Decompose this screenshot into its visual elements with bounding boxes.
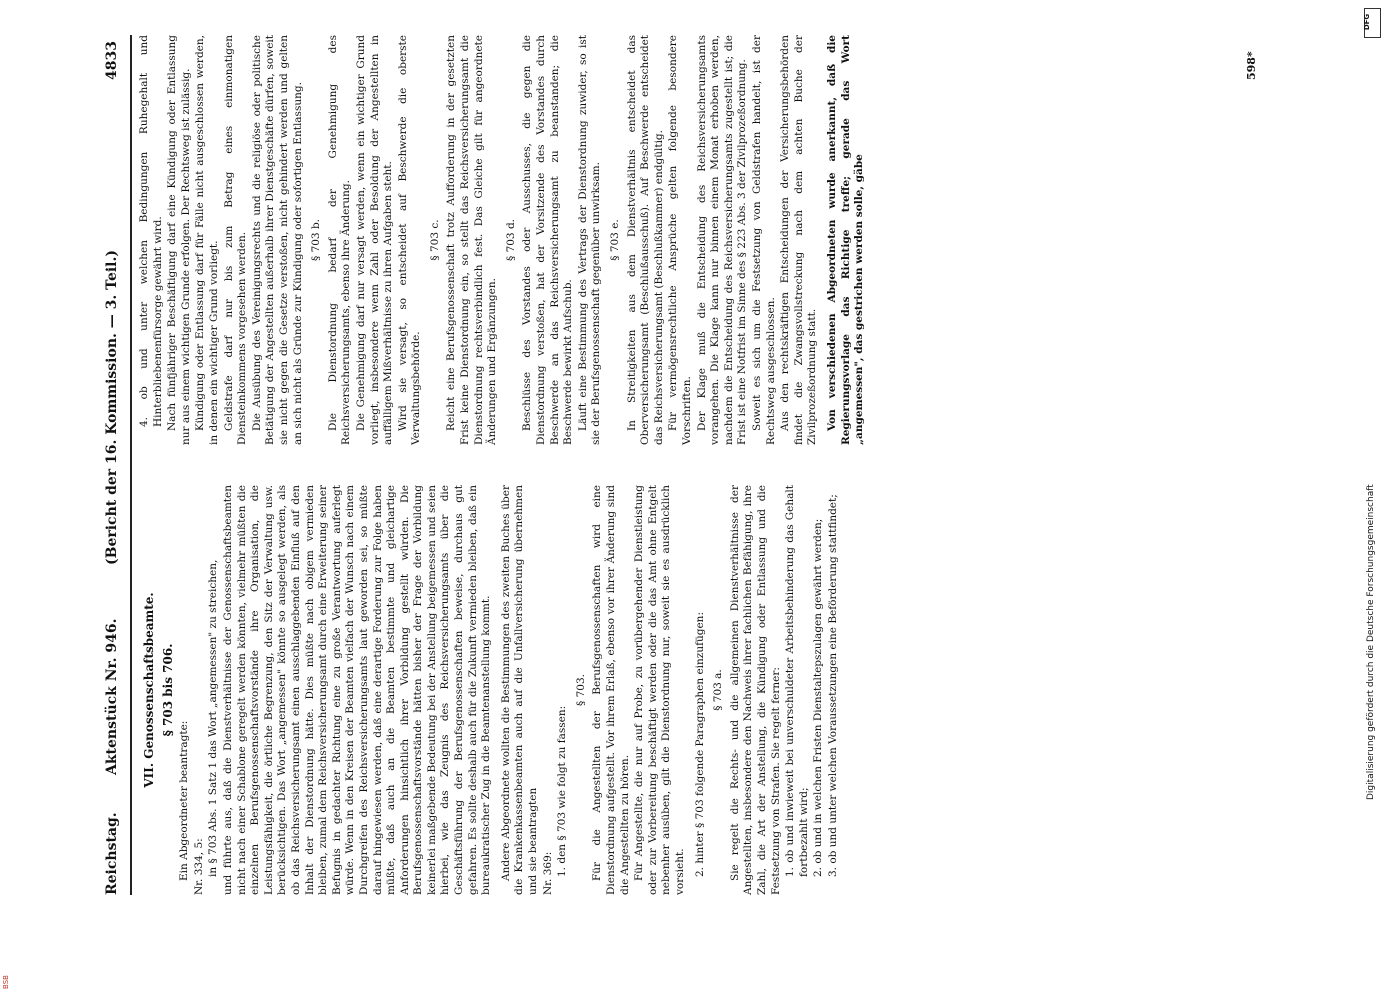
paragraph: Für vermögensrechtliche Ansprüche gelten folgende besondere Vorschriften. (667, 35, 693, 445)
list-item: 1. den § 703 wie folgt zu fassen: (556, 705, 569, 877)
list-item: 4. ob und unter welchen Bedingungen Ruhegehalt und Hinterbliebenenfürsorge gewährt wird. (138, 35, 164, 427)
paragraph: Läuft eine Bestimmung des Vertrags der Dienstordnung zuwider, so ist sie der Berufsgenossenschaft gegenüber unwirksam. (576, 35, 603, 445)
running-header (100, 35, 126, 895)
paragraph: Nach fünfjähriger Beschäftigung darf eine Kündigung oder Entlassung nur aus einem wichtigen Grunde erfolgen. Der Rechtsweg ist zulässig. (166, 35, 192, 445)
library-stamp (2, 968, 24, 998)
motion-text: in § 703 Abs. 1 Satz 1 das Wort „angemessen" zu streichen, (207, 559, 220, 877)
paragraph: Aus den rechtskräftigen Entscheidungen der Versicherungsbehörden findet die Zwangsvollstreckung nach dem achten Buche der Zivilprozeßordnung statt. (779, 35, 819, 445)
paragraph-sign: § 703 b. (310, 218, 323, 262)
dfg-logo-text: DFG (1363, 13, 1372, 31)
header-right: (Bericht der 16. Kommission. — 3. Teil.) (104, 250, 120, 565)
paragraph: Von verschiedenen Abgeordneten wurde anerkannt, daß die Regierungsvorlage das Richtige treffe; gerade das Wort „angemessen", das gestrichen werden solle, gäbe (825, 35, 866, 445)
list-item: 1. ob und inwieweit bei unverschuldeter Arbeitsbehinderung das Gehalt fortbezahlt wird; (784, 485, 810, 877)
section-heading: VII. Genossenschaftsbeamte. (142, 592, 156, 788)
header-left: Reichstag. (104, 812, 120, 895)
left-column (138, 485, 842, 895)
rotated-content (100, 35, 1290, 895)
paragraph: Geldstrafe darf nur bis zum Betrag eines einmonatigen Diensteinkommens vorgesehen werden. (222, 35, 249, 445)
paragraph: Soweit es sich um die Festsetzung von Geldstrafen handelt, ist der Rechtsweg ausgeschlossen. (750, 35, 777, 445)
paragraph: Die Ausübung des Vereinigungsrechts und die religiöse oder politische Betätigung der Angestellten außerhalb ihrer Dienstgeschäfte dürfen, soweit sie nicht gegen die Gesetze verstoßen, nicht gehindert werden und gelten an sich nicht als Gründe zur Kündigung oder sofortigen Entlassung. (250, 35, 304, 445)
signature-mark: 598* (1245, 51, 1258, 80)
paragraph-sign: § 703 d. (504, 218, 517, 262)
paragraph: Reicht eine Berufsgenossenschaft trotz Aufforderung in der gesetzten Frist keine Dienstordnung ein, so stellt das Reichsversicherungsamt die Dienstordnung rechtsverbindlich fest. Das Gleiche gilt für angeordnete Änderungen und Ergänzungen. (445, 35, 499, 445)
paragraph: Für die Angestellten der Berufsgenossenschaften wird eine Dienstordnung aufgestellt. Vor ihrem Erlaß, ebenso vor ihrer Änderung sind die Angestellten zu hören. (591, 485, 631, 895)
paragraph: Der Klage muß die Entscheidung des Reichsversicherungsamts vorangehen. Die Klage kann nur binnen einem Monat erhoben werden, nachdem die Entscheidung des Reichsversicherungsamts zugestellt ist; die Frist ist eine Notfrist im Sinne des § 223 Abs. 3 der Zivilprozeßordnung. (695, 35, 749, 445)
dfg-logo (1364, 8, 1381, 38)
paragraph-sign: § 703 c. (428, 219, 441, 261)
page-number: 4833 (104, 41, 120, 80)
paragraph: In Streitigkeiten aus dem Dienstverhältnis entscheidet das Oberversicherungsamt (Beschlußausschuß). Auf Beschwerde entscheidet das Reichsversicherungsamt (Beschlußkammer) endgültig. (625, 35, 665, 445)
paragraph: Sie regelt die Rechts- und die allgemeinen Dienstverhältnisse der Angestellten, insbesondere den Nachweis ihrer fachlichen Befähigung, ihre Zahl, die Art der Anstellung, die Kündigung oder Entlassung und die Festsetzung von Strafen. Sie regelt ferner: (728, 485, 782, 895)
library-stamp-text: BSB (1, 975, 10, 989)
motion-number: Nr. 334, 5: (192, 838, 205, 895)
paragraph-sign: § 703 a. (712, 669, 725, 711)
paragraph: Beschlüsse des Vorstandes oder Ausschusses, die gegen die Dienstordnung verstoßen, hat der Vorsitzende des Vorstandes durch Beschwerde an das Reichsversicherungsamt zu beanstanden; die Beschwerde bewirkt Aufschub. (521, 35, 575, 445)
list-item: 2. ob und in welchen Fristen Dienstaltерszulagen gewährt werden; (812, 518, 825, 877)
paragraph: Die Genehmigung darf nur versagt werden, wenn ein wichtiger Grund vorliegt, insbesondere wenn Zahl oder Besoldung der Angestellten in auffälligem Mißverhältnisse zu ihren Aufgaben steht. (354, 35, 395, 445)
paragraph-sign: § 703 e. (609, 219, 621, 261)
digitization-note: Digitalisierung gefördert durch die Deutsche Forschungsgemeinschaft (1366, 484, 1376, 800)
motion-number: Nr. 369: (541, 851, 554, 895)
paragraph: Wird sie versagt, so entscheidet auf Beschwerde die oberste Verwaltungsbehörde. (396, 35, 423, 445)
paragraph: Die Dienstordnung bedarf der Genehmigung des Reichsversicherungsamts, ebenso ihre Änderung. (326, 35, 353, 445)
header-center: Aktenstück Nr. 946. (104, 618, 120, 775)
paragraph: Für Angestellte, die nur auf Probe, zu vorübergehender Dienstleistung oder zur Vorbereitung beschäftigt werden oder die das Amt ohne Entgelt nebenher ausüben, gilt die Dienstordnung nur, soweit sie es ausdrücklich vorsieht. (633, 485, 686, 895)
header-rule (130, 35, 132, 895)
paragraph: und führte aus, daß die Dienstverhältnisse der Genossenschaftsbeamten nicht nach einer Schablone geregelt werden könnten, vielmehr müßten die einzelnen Berufsgenossenschaftsvorstände ihre Organisation, die Leistungsfähigkeit, die örtliche Begrenzung, den Sitz der Verwaltung usw. berücksichtigen. Das Wort „angemessen" könnte so ausgelegt werden, als ob das Reichsversicherungsamt einen ausschlaggebenden Einfluß auf den Inhalt der Dienstordnung hätte. Dies müßte nach obigem vermieden bleiben, zumal dem Reichsversicherungsamt durch eine Erweiterung seiner Befugnis in gedachter Richtung eine zu große Verantwortung auferlegt würde. Wenn in den Kreisen der Beamten vielfach der Wunsch nach einem Durchgreifen des Reichsversicherungsamts laut geworden sei, so müßte darauf hingewiesen werden, daß eine derartige Forderung zur Folge haben müßte, daß auch an die Beamten bestimmte und gleichartige Anforderungen hinsichtlich ihrer Vorbildung gestellt würden. Die Berufsgenossenschaftsvorstände hätten bisher der Frage der Vorbildung keinerlei maßgebende Bedeutung bei der Anstellung beigemessen und seien hierbei, wie das Zeugnis des Reichsversicherungsamts über die Geschäftsführung der Berufsgenossenschaften beweise, durchaus gut gefahren. Es sollte deshalb auch für die Zukunft vermieden bleiben, daß ein bureaukratischer Zug in die Beamtenanstellung kommt. (221, 485, 493, 895)
paragraph: Andere Abgeordnete wollten die Bestimmungen des zweiten Buches über die Krankenkassenbeamten auch auf die Unfallversicherung übernehmen und sie beantragten (499, 485, 540, 895)
paragraph: Ein Abgeordneter beantragte: (178, 720, 191, 881)
paragraph: Kündigung oder Entlassung darf für Fälle nicht ausgeschlossen werden, in denen ein wichtiger Grund vorliegt. (194, 35, 220, 445)
list-item: 2. hinter § 703 folgende Paragraphen einzufügen: (693, 612, 706, 877)
section-subheading: § 703 bis 706. (160, 643, 175, 737)
list-item: 3. ob und unter welchen Voraussetzungen eine Beförderung stattfindet; (826, 494, 839, 877)
right-column (138, 35, 868, 445)
paragraph-sign: § 703. (574, 674, 587, 706)
